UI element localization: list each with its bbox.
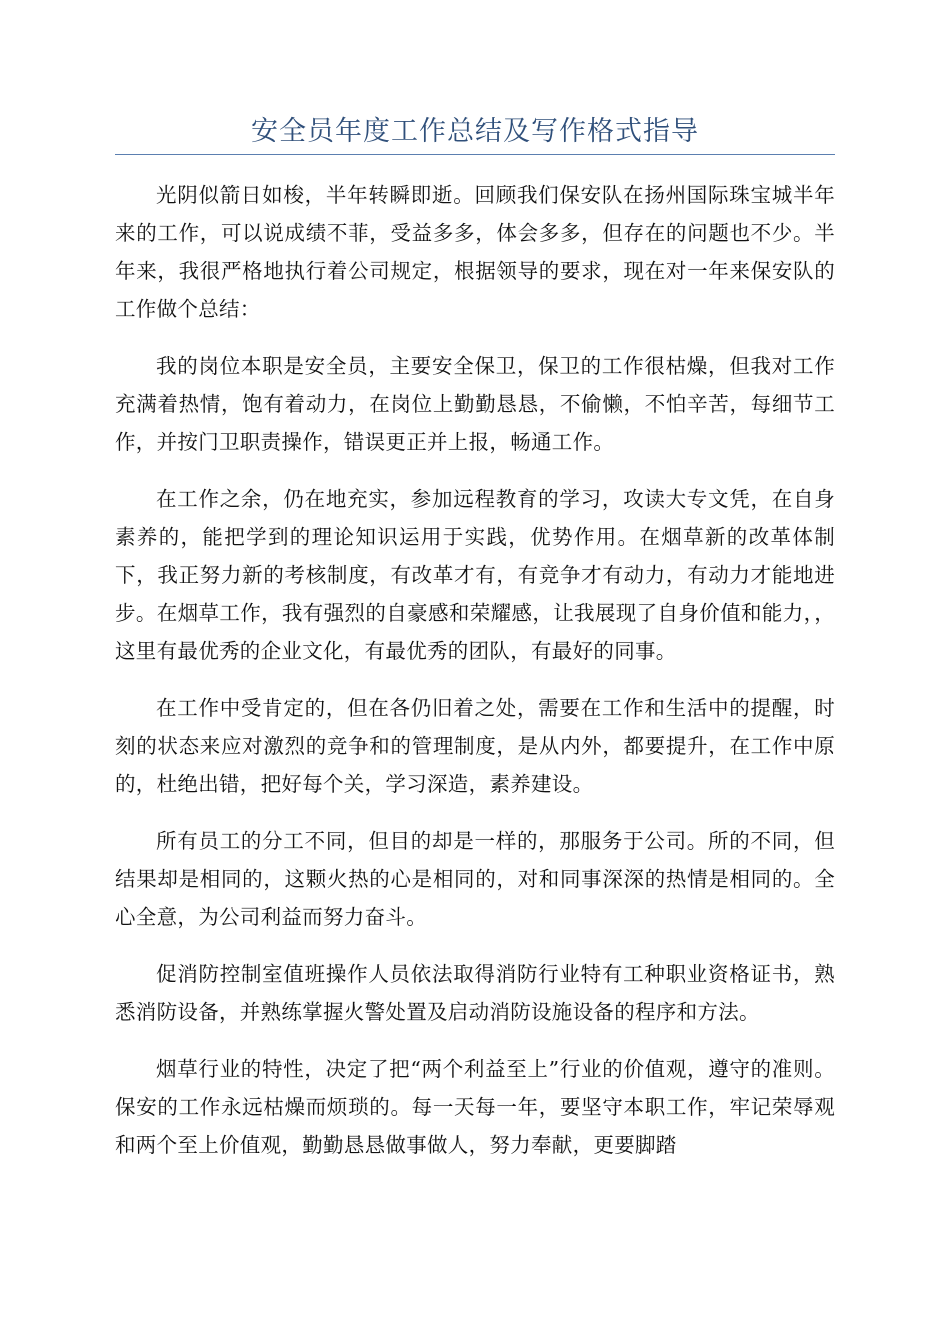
paragraph-7: 烟草行业的特性，决定了把“两个利益至上”行业的价值观，遵守的准则。保安的工作永远枯燥而烦琐的。每一天每一年，要坚守本职工作，牢记荣辱观和两个至上价值观，勤勤恳恳做事做人，努力奉献，更要脚踏 — [115, 1057, 835, 1157]
paragraph-1: 光阴似箭日如梭，半年转瞬即逝。回顾我们保安队在扬州国际珠宝城半年来的工作，可以说成绩不菲，受益多多，体会多多，但存在的问题也不少。半年来，我很严格地执行着公司规定，根据领导的要求，现在对一年来保安队的工作做个总结： — [115, 183, 835, 321]
paragraph-6: 促消防控制室值班操作人员依法取得消防行业特有工种职业资格证书，熟悉消防设备，并熟练掌握火警处置及启动消防设施设备的程序和方法。 — [115, 962, 835, 1024]
title-underline — [115, 154, 835, 155]
document-title: 安全员年度工作总结及写作格式指导 — [251, 116, 699, 147]
paragraph-4: 在工作中受肯定的，但在各仍旧着之处，需要在工作和生活中的提醒，时刻的状态来应对激烈的竞争和的管理制度，是从内外，都要提升，在工作中原的，杜绝出错，把好每个关，学习深造，素养建设。 — [115, 696, 835, 796]
paragraph-5: 所有员工的分工不同，但目的却是一样的，那服务于公司。所的不同，但结果却是相同的，这颗火热的心是相同的，对和同事深深的热情是相同的。全心全意，为公司利益而努力奋斗。 — [115, 829, 835, 929]
document-body — [115, 176, 835, 1183]
paragraph-2: 我的岗位本职是安全员，主要安全保卫，保卫的工作很枯燥，但我对工作充满着热情，饱有着动力，在岗位上勤勤恳恳，不偷懒，不怕辛苦，每细节工作，并按门卫职责操作，错误更正并上报，畅通工作。 — [115, 354, 835, 454]
paragraph-3: 在工作之余，仍在地充实，参加远程教育的学习，攻读大专文凭，在自身素养的，能把学到的理论知识运用于实践，优势作用。在烟草新的改革体制下，我正努力新的考核制度，有改革才有，有竞争才有动力，有动力才能地进步。在烟草工作，我有强烈的自豪感和荣耀感，让我展现了自身价值和能力，，这里有最优秀的企业文化，有最优秀的团队，有最好的同事。 — [115, 487, 835, 663]
